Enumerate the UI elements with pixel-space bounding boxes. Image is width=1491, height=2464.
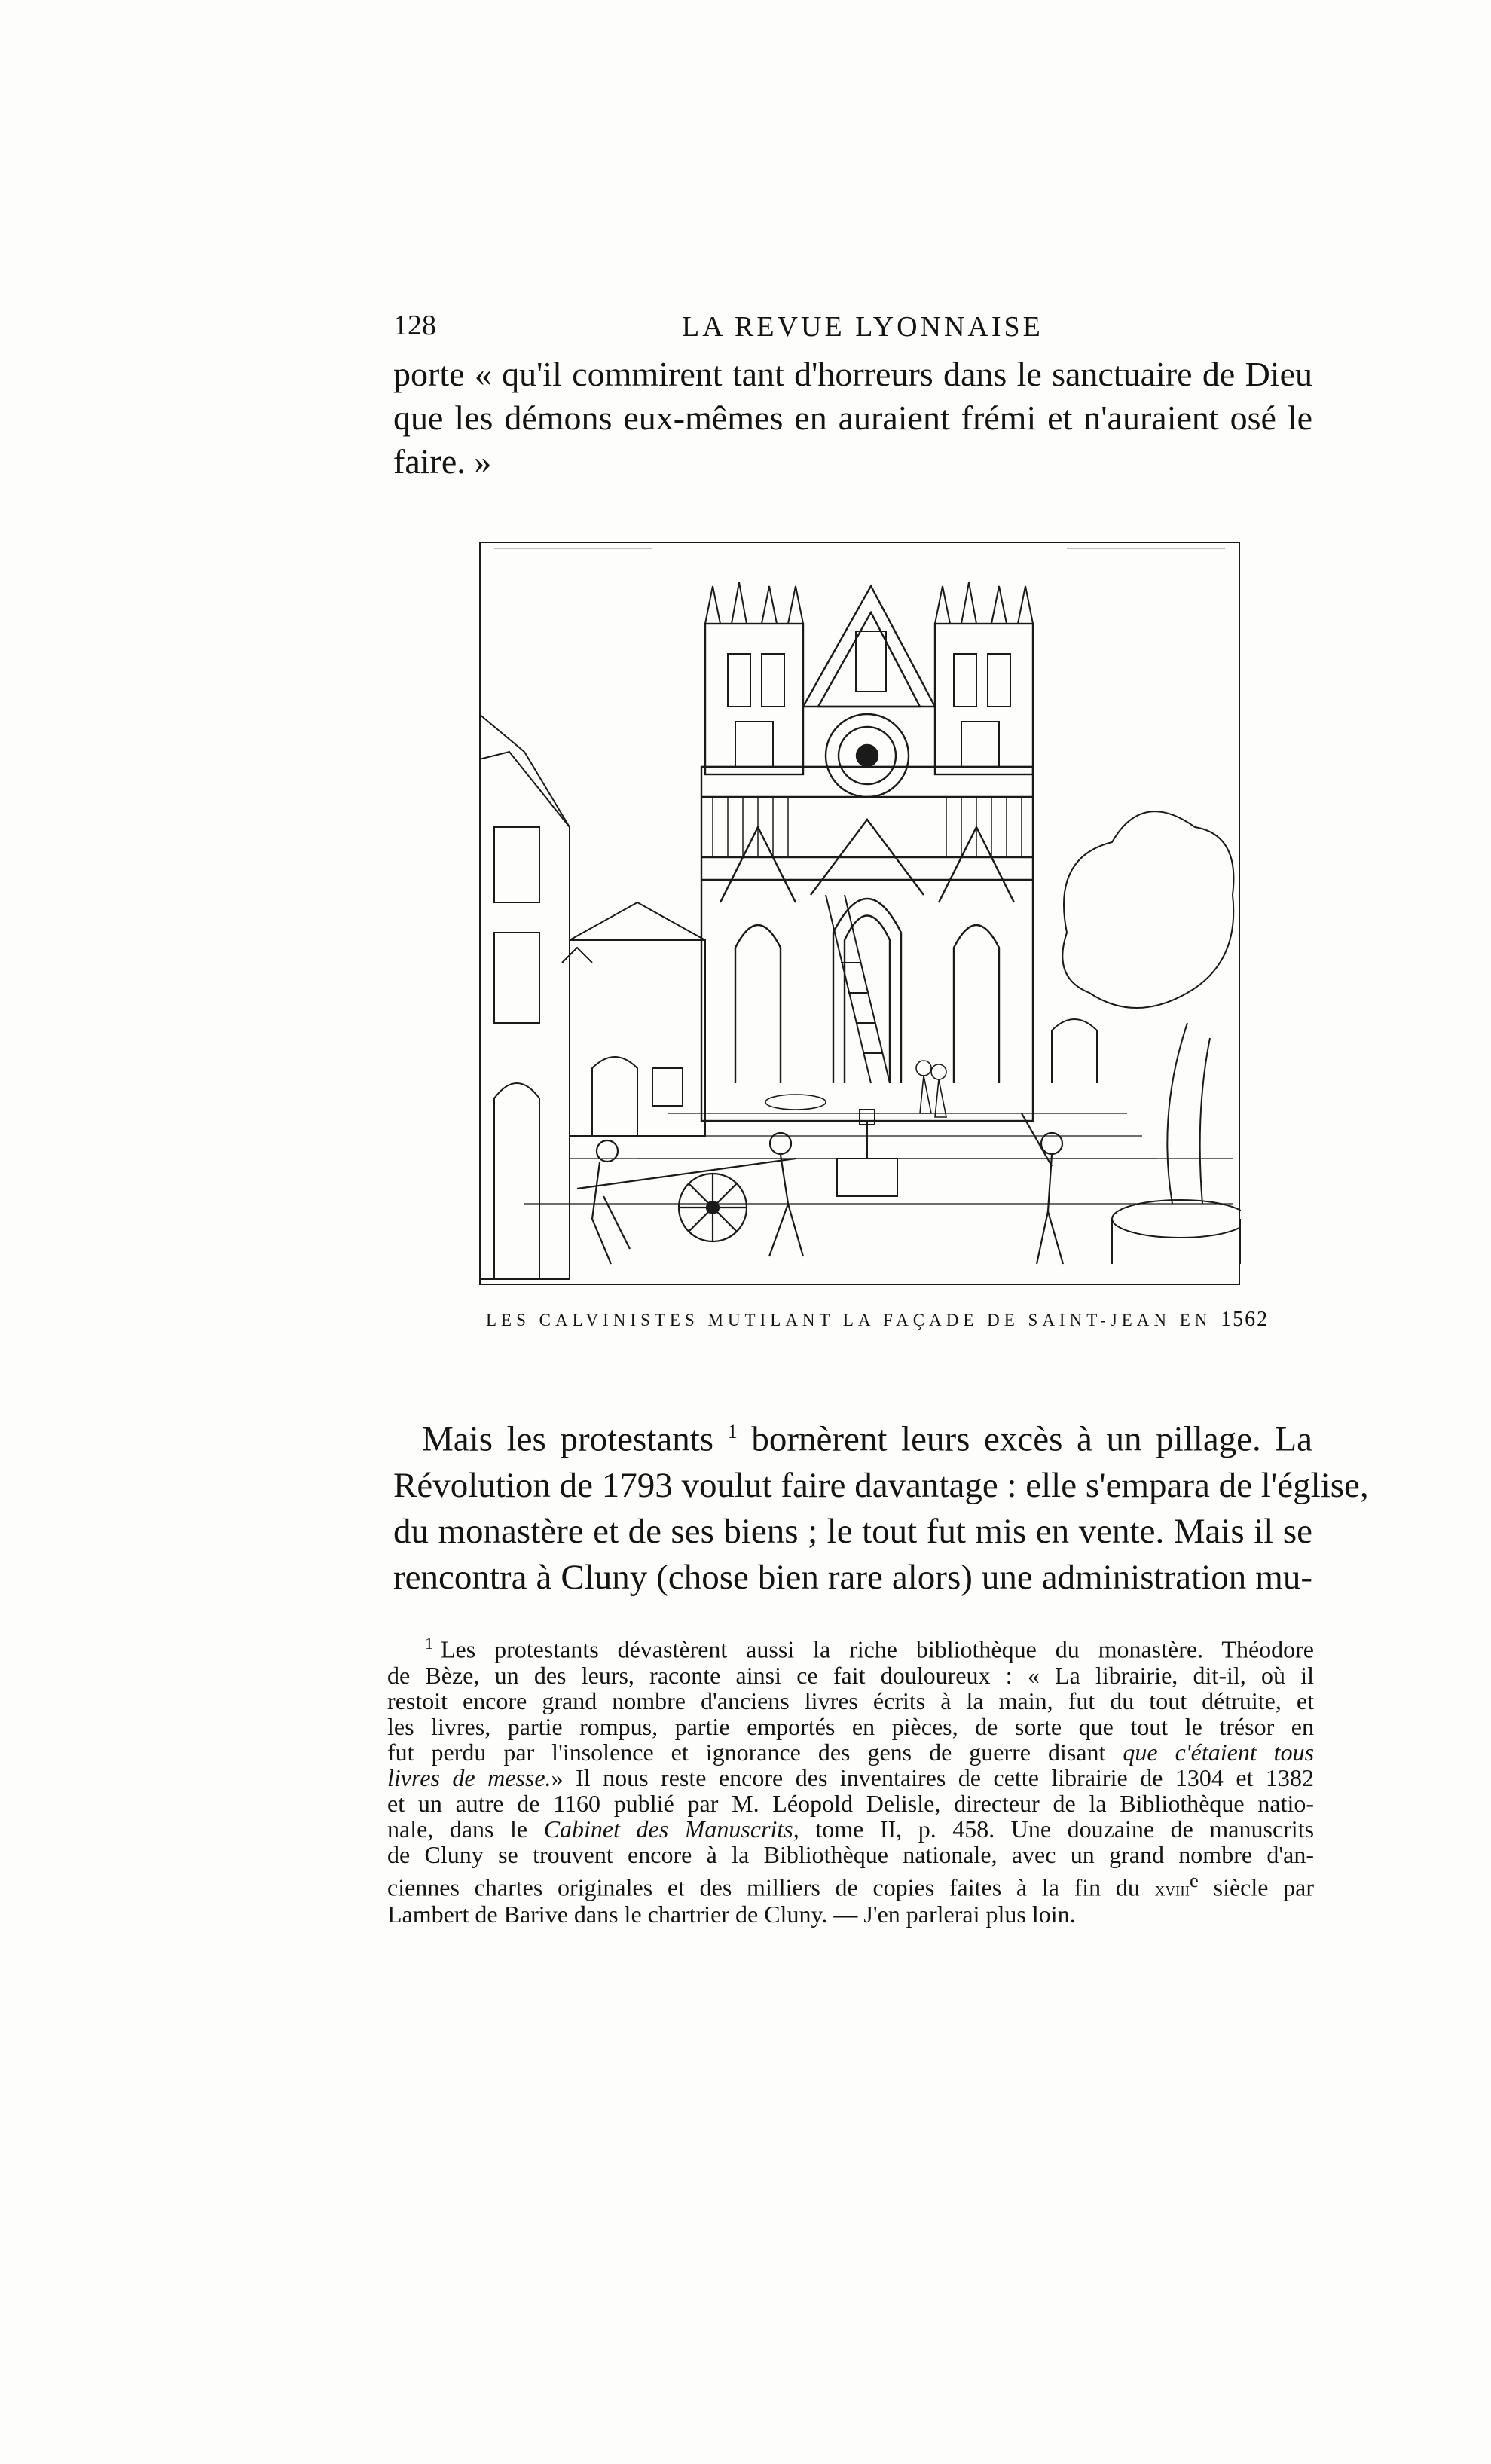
century-numeral: xviii [1154,1877,1190,1901]
text-segment: siècle par [1213,1873,1315,1901]
text-line: restoit encore grand nombre d'anciens livres écrits à la main, fut du tout détruite, et [387,1687,1314,1714]
text-line [422,1409,1312,1463]
page-number: 128 [393,310,436,341]
text-line: porte « qu'il commirent tant d'horreurs dans le sanctuaire de Dieu [393,355,1312,393]
text-line: et un autre de 1160 publié par M. Léopold Delisle, directeur de la Bibliothèque natio- [387,1789,1314,1817]
running-title: LA REVUE LYONNAISE [682,311,1043,343]
text-segment: fut perdu par l'insolence et ignorance des gens de guerre disant [387,1738,1106,1766]
footnote-reference: 1 [727,1421,738,1443]
text-line: de Cluny se trouvent encore à la Bibliothèque nationale, avec un grand nombre d'an- [387,1840,1314,1868]
text-line: faire. » [393,442,492,481]
italic-title: Cabinet des Manuscrits, [543,1815,799,1843]
text-line [387,1816,1314,1842]
text-line [387,1765,1314,1791]
text-line: Lambert de Barive dans le chartrier de Cluny. — J'en parlerai plus loin. [387,1901,1076,1928]
text-segment: tome II, p. 458. Une douzaine de manuscrits [815,1815,1315,1843]
text-line: que les démons eux-mêmes en auraient frémi et n'auraient osé le [393,398,1312,437]
text-line: du monastère et de ses biens ; le tout fut mis en vente. Mais il se [393,1511,1312,1551]
text-segment: Mais les protestants [422,1419,714,1459]
text-line: Révolution de 1793 voulut faire davantage : elle s'empara de l'église, [393,1465,1369,1505]
text-segment: bornèrent leurs excès à un pillage. La [751,1419,1312,1459]
italic-quote: livres de messe. [387,1763,551,1791]
footnote [387,1631,1314,1927]
cathedral-engraving [479,541,1241,1287]
text-segment: Les protestants dévastèrent aussi la riche bibliothèque du monastère. Théodore [441,1635,1314,1663]
text-segment: ciennes chartes originales et des milliers de copies faites à la fin du [387,1873,1140,1901]
text-line [387,1739,1314,1765]
text-line: de Bèze, un des leurs, raconte ainsi ce fait douloureux : « La librairie, dit-il, où il [387,1661,1314,1689]
caption-text: LES CALVINISTES MUTILANT LA FAÇADE DE SAINT-JEAN EN [486,1311,1212,1330]
text-segment: » Il nous reste encore des inventaires de cette librairie de 1304 et 1382 [551,1763,1315,1791]
figure-caption [486,1308,1269,1332]
paragraph-main [393,1409,1369,1601]
text-line: rencontra à Cluny (chose bien rare alors) une administration mu- [393,1557,1312,1597]
century-suffix: e [1190,1868,1199,1892]
text-line [387,1867,1314,1902]
footnote-mark: 1 [425,1634,433,1653]
text-line [387,1631,1314,1663]
caption-year: 1562 [1221,1308,1269,1331]
italic-quote: que c'étaient tous [1123,1738,1315,1766]
paragraph-top [393,353,1312,484]
text-line: les livres, partie rompus, partie emportés en pièces, de sorte que tout le trésor en [387,1712,1314,1740]
text-segment: nale, dans le [387,1815,528,1843]
